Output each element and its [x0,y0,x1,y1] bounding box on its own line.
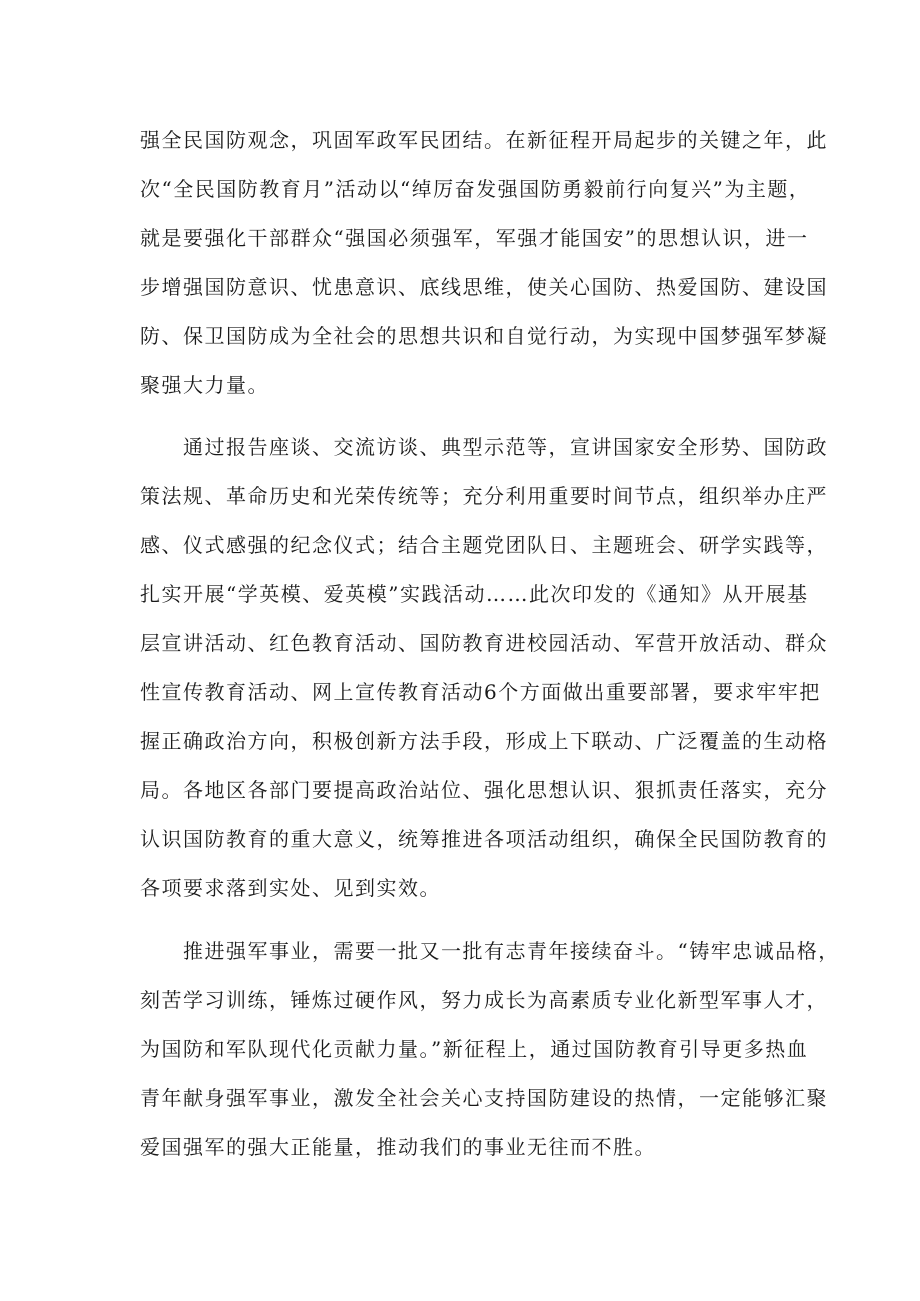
paragraph-line: 次“全民国防教育月”活动以“绰厉奋发强国防勇毅前行向复兴”为主题， [140,177,811,201]
paragraph-line: 感、仪式感强的纪念仪式；结合主题党团队日、主题班会、研学实践等， [140,533,828,557]
paragraph-line: 扎实开展“学英模、爱英模”实践活动……此次印发的《通知》从开展基 [140,582,809,606]
paragraph-3 [140,927,840,1172]
paragraph-line: 强全民国防观念，巩固军政军民团结。在新征程开局起步的关键之年，此 [140,128,828,152]
paragraph-line: 刻苦学习训练，锤炼过硬作风，努力成长为高素质专业化新型军事人才， [140,988,828,1012]
paragraph-line: 爱国强军的强大正能量，推动我们的事业无往而不胜。 [140,1135,656,1159]
paragraph-line: 通过报告座谈、交流访谈、典型示范等，宣讲国家安全形势、国防政 [140,435,828,459]
paragraph-line: 防、保卫国防成为全社会的思想共识和自觉行动，为实现中国梦强军梦凝 [140,324,828,348]
paragraph-line: 推进强军事业，需要一批又一批有志青年接续奋斗。“铸牢忠诚品格， [140,939,840,963]
paragraph-line: 局。各地区各部门要提高政治站位、强化思想认识、狠抓责任落实，充分 [140,778,828,802]
paragraph-2 [140,423,828,913]
paragraph-line: 握正确政治方向，积极创新方法手段，形成上下联动、广泛覆盖的生动格 [140,729,828,753]
paragraph-line: 认识国防教育的重大意义，统筹推进各项活动组织，确保全民国防教育的 [140,827,828,851]
paragraph-line: 策法规、革命历史和光荣传统等；充分利用重要时间节点，组织举办庄严 [140,484,828,508]
paragraph-line: 性宣传教育活动、网上宣传教育活动6个方面做出重要部署，要求牢牢把 [140,680,821,704]
paragraph-line: 青年献身强军事业，激发全社会关心支持国防建设的热情，一定能够汇聚 [140,1086,828,1110]
paragraph-line: 就是要强化干部群众“强国必须强军，军强才能国安”的思想认识，进一 [140,226,809,250]
paragraph-line: 为国防和军队现代化贡献力量。”新征程上，通过国防教育引导更多热血 [140,1037,809,1061]
paragraph-line: 层宣讲活动、红色教育活动、国防教育进校园活动、军营开放活动、群众 [140,631,828,655]
paragraph-line: 步增强国防意识、忧患意识、底线思维，使关心国防、热爱国防、建设国 [140,275,828,299]
paragraph-1 [140,116,828,410]
paragraph-line: 各项要求落到实处、见到实效。 [140,876,441,900]
paragraph-line: 聚强大力量。 [140,373,269,397]
